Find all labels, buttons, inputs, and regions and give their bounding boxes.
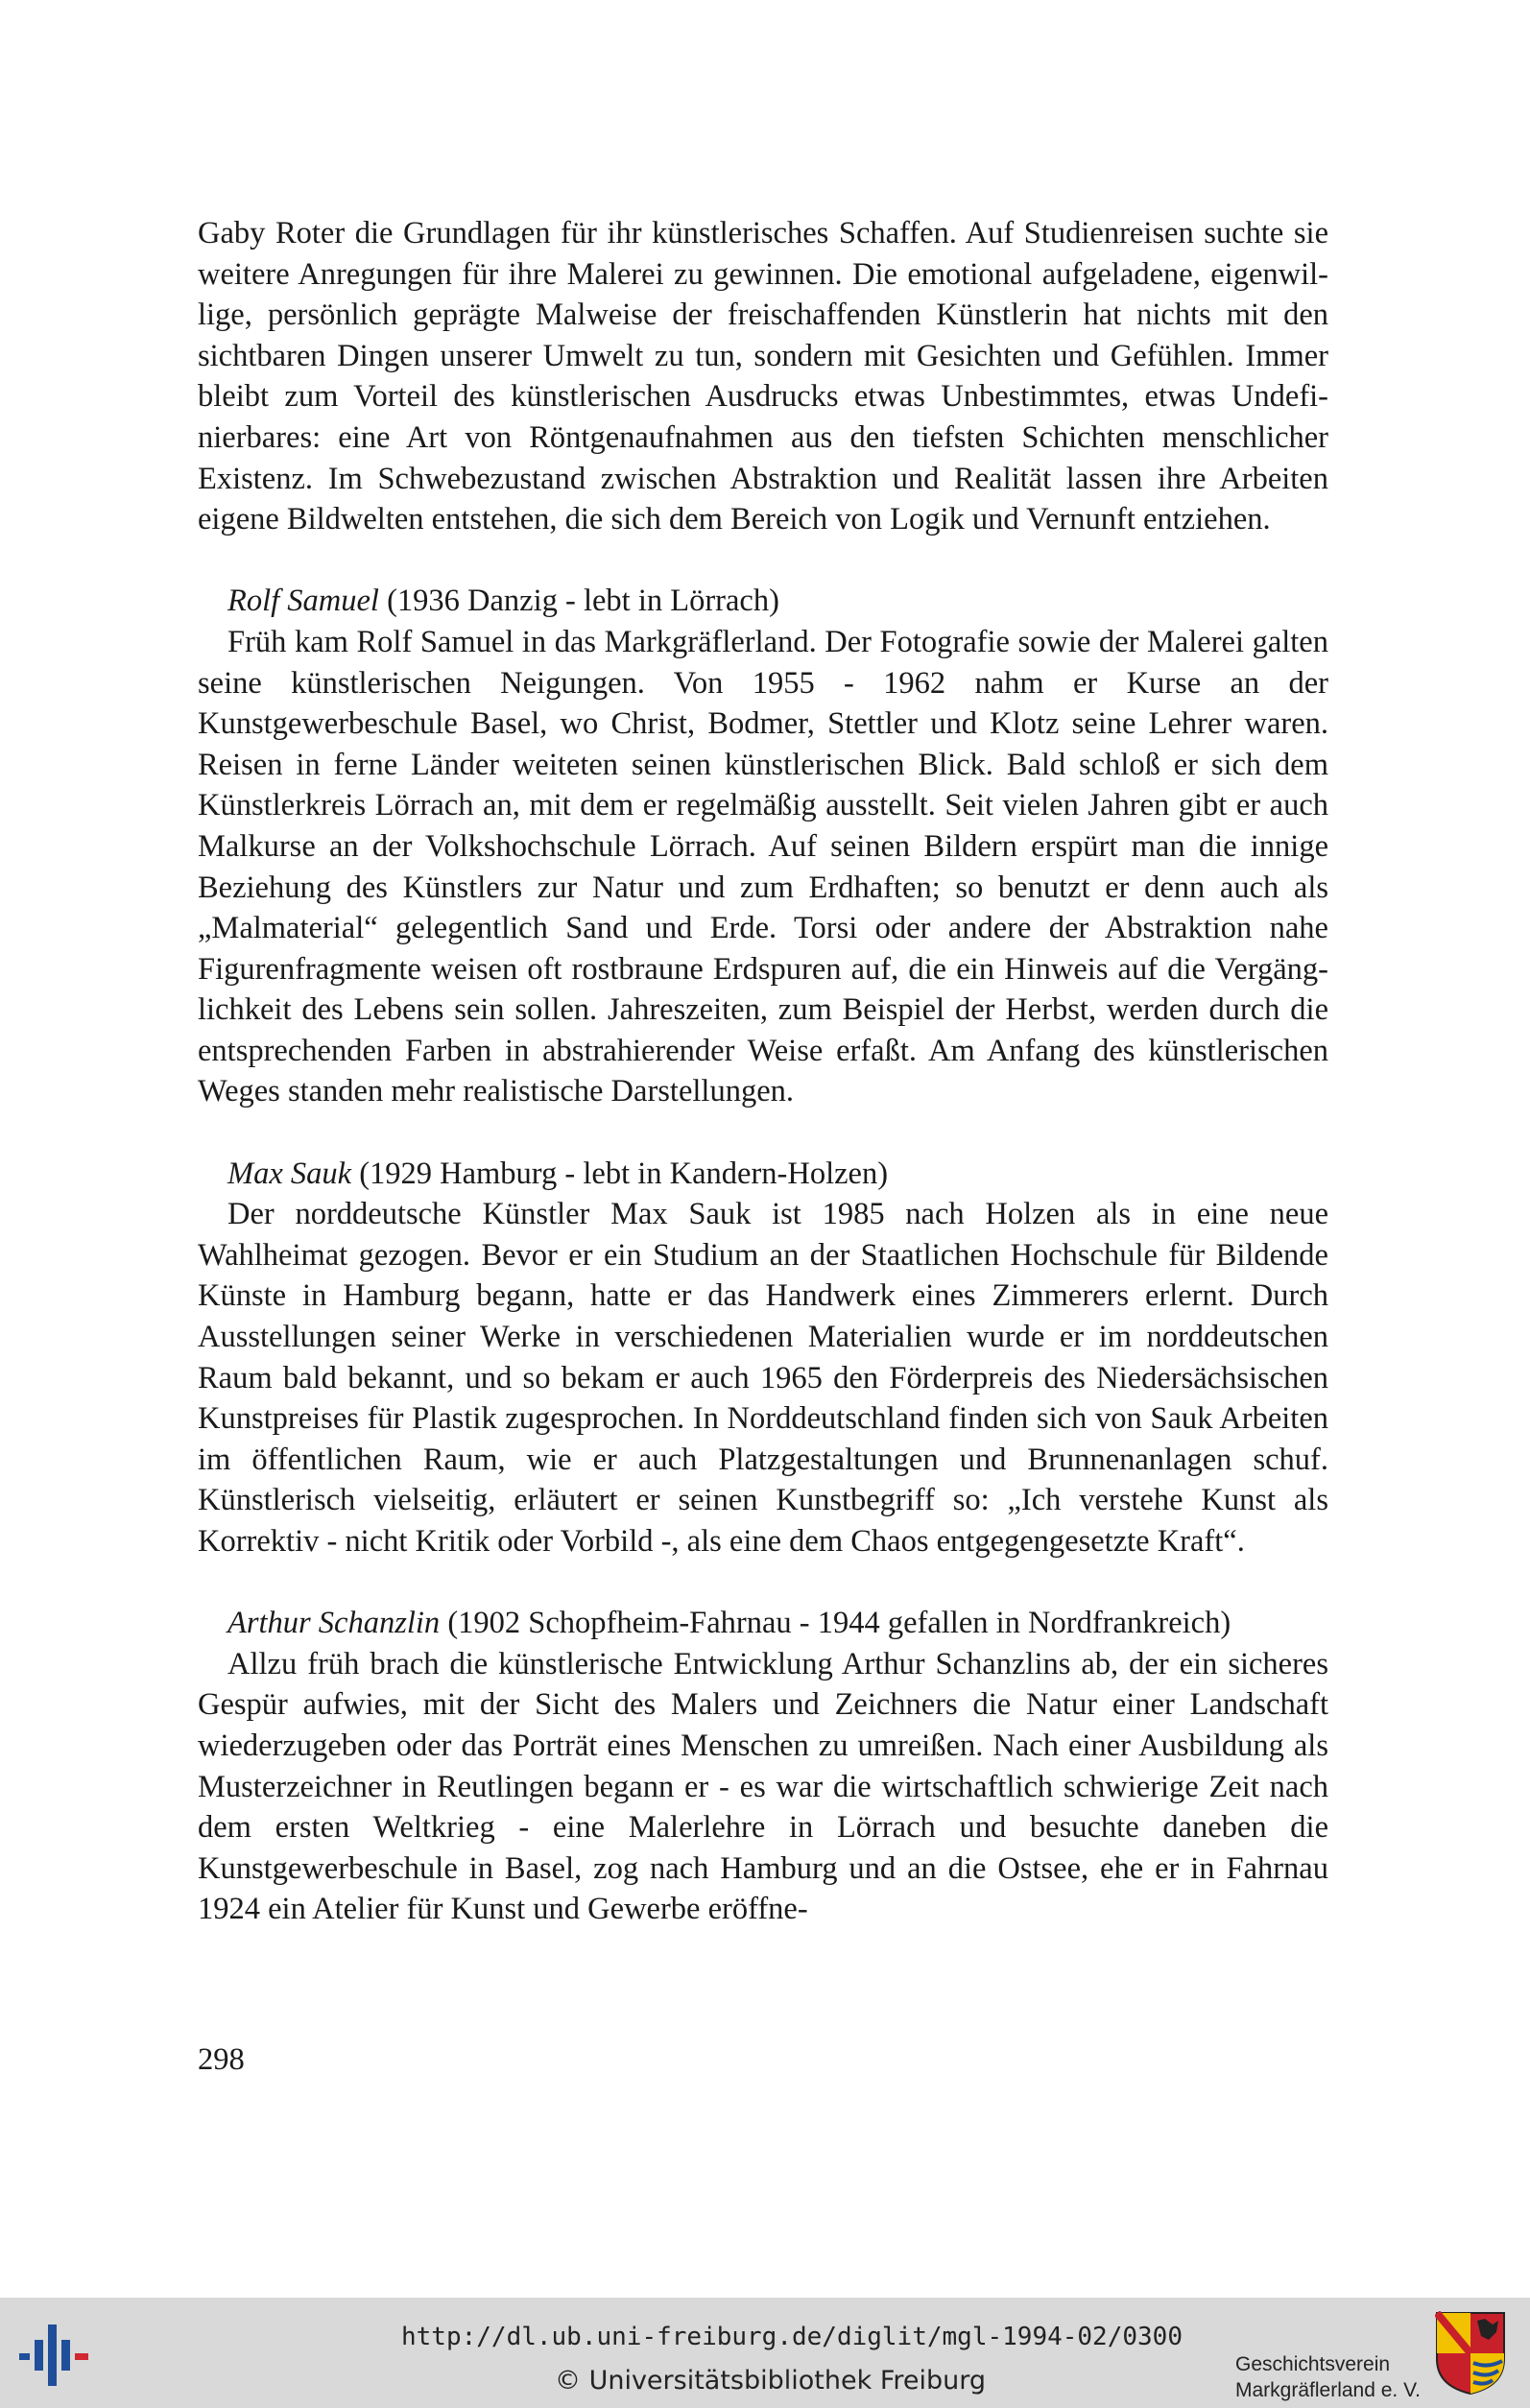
- paragraph-gap: [198, 540, 1328, 582]
- paragraph-samuel: Früh kam Rolf Samuel in das Markgräflerland. Der Fotografie sowie der Malerei galten seine künstlerischen Neigungen. Von 1955 - 1962 nahm er Kurse an der Kunstgewerbeschule Basel, wo Christ, Bodmer, Stettler und Klotz seine Lehrer waren. Reisen in ferne Länder weiteten seinen künstlerischen Blick. Bald schloß er sich dem Künstlerkreis Lörrach an, mit dem er regelmäßig ausstellt. Seit vielen Jahren gibt er auch Malkurse an der Volkshochschule Lörrach. Auf seinen Bildern erspürt man die innige Beziehung des Künstlers zur Natur und zum Erdhaften; so benutzt er denn auch als „Malmaterial“ gelegentlich Sand und Erde. Torsi oder andere der Abstraktion nahe Figurenfragmente weisen oft rostbraune Erdspuren auf, die ein Hinweis auf die Vergänglichkeit des Lebens sein sollen. Jahreszeiten, zum Beispiel der Herbst, werden durch die entsprechenden Farben in abstrahierender Weise erfaßt. Am Anfang des künstlerischen Weges standen mehr realistische Darstellungen.: [198, 624, 1328, 1109]
- artist-dates: (1902 Schopfheim-Fahrnau - 1944 gefallen in Nordfrankreich): [440, 1606, 1231, 1641]
- society-name-line2: Markgräflerland e. V.: [1235, 2379, 1421, 2401]
- coat-of-arms-icon[interactable]: [1435, 2311, 1506, 2396]
- artist-dates: (1929 Hamburg - lebt in Kandern-Holzen): [351, 1156, 889, 1191]
- entry-heading-schanzlin: [198, 1603, 1328, 1644]
- paragraph-schanzlin: Allzu früh brach die künstlerische Entwicklung Arthur Schanzlins ab, der ein sicheres Gespür aufwies, mit der Sicht des Malers und Zeichners die Natur einer Landschaft wiederzugeben oder das Porträt eines Menschen zu umreißen. Nach einer Ausbildung als Musterzeichner in Reutlingen begann er - es war die wirtschaftlich schwierige Zeit nach dem ersten Weltkrieg - eine Malerlehre in Lörrach und besuchte daneben die Kunstgewerbeschule in Basel, zog nach Hamburg und an die Ostsee, ehe er in Fahrnau 1924 ein Atelier für Kunst und Gewerbe eröffne-: [198, 1646, 1328, 1927]
- paragraph-gap: [198, 1112, 1328, 1154]
- entry-heading-samuel: [198, 581, 1328, 622]
- artist-dates: (1936 Danzig - lebt in Lörrach): [378, 584, 779, 619]
- permalink-url[interactable]: http://dl.ub.uni-freiburg.de/diglit/mgl-1994-02/0300: [401, 2323, 1183, 2351]
- paragraph-sauk: Der norddeutsche Künstler Max Sauk ist 1985 nach Holzen als in eine neue Wahlheimat gezogen. Bevor er ein Studium an der Staatlichen Hochschule für Bildende Künste in Hamburg begann, hatte er das Handwerk eines Zimmerers erlernt. Durch Ausstellungen seiner Werke in verschiedenen Materialien wurde er im norddeutschen Raum bald bekannt, und so bekam er auch 1965 den Förderpreis des Niedersächsischen Kunstpreises für Plastik zugesprochen. In Norddeutschland finden sich von Sauk Arbeiten im öffentlichen Raum, wie er auch Platzgestaltungen und Brunnenanlagen schuf. Künstlerisch vielseitig, erläutert er seinen Kunstbegriff so: „Ich verstehe Kunst als Korrektiv - nicht Kritik oder Vorbild -, als eine dem Chaos entgegengesetzte Kraft“.: [198, 1197, 1328, 1559]
- page-text: [198, 213, 1328, 1930]
- footer-bar: [0, 2298, 1530, 2408]
- artist-name: Arthur Schanzlin: [227, 1606, 441, 1641]
- page-number: 298: [198, 2042, 245, 2077]
- society-name: [1235, 2351, 1427, 2403]
- paragraph-gap: [198, 1562, 1328, 1604]
- copyright-notice: © Universitätsbibliothek Freiburg: [555, 2366, 987, 2396]
- paragraph-intro: Gaby Roter die Grundlagen für ihr künstlerisches Schaffen. Auf Studienreisen suchte sie weitere Anregungen für ihre Malerei zu gewinnen. Die emotional aufgeladene, eigenwillige, persönlich geprägte Malweise der freischaffenden Künstlerin hat nichts mit den sichtbaren Dingen unserer Umwelt zu tun, sondern mit Gesichten und Gefühlen. Immer bleibt zum Vorteil des künstlerischen Ausdrucks etwas Unbestimmtes, etwas Undefinierbares: eine Art von Röntgenaufnahmen aus den tiefsten Schichten menschlicher Existenz. Im Schwebezustand zwischen Abstraktion und Realität lassen ihre Arbeiten eigene Bildwelten entstehen, die sich dem Bereich von Logik und Vernunft entziehen.: [198, 216, 1328, 537]
- ub-freiburg-logo-icon[interactable]: [19, 2319, 96, 2391]
- entry-heading-sauk: [198, 1154, 1328, 1195]
- artist-name: Max Sauk: [227, 1156, 352, 1191]
- artist-name: Rolf Samuel: [227, 584, 379, 619]
- society-name-line1: Geschichtsverein: [1235, 2353, 1391, 2375]
